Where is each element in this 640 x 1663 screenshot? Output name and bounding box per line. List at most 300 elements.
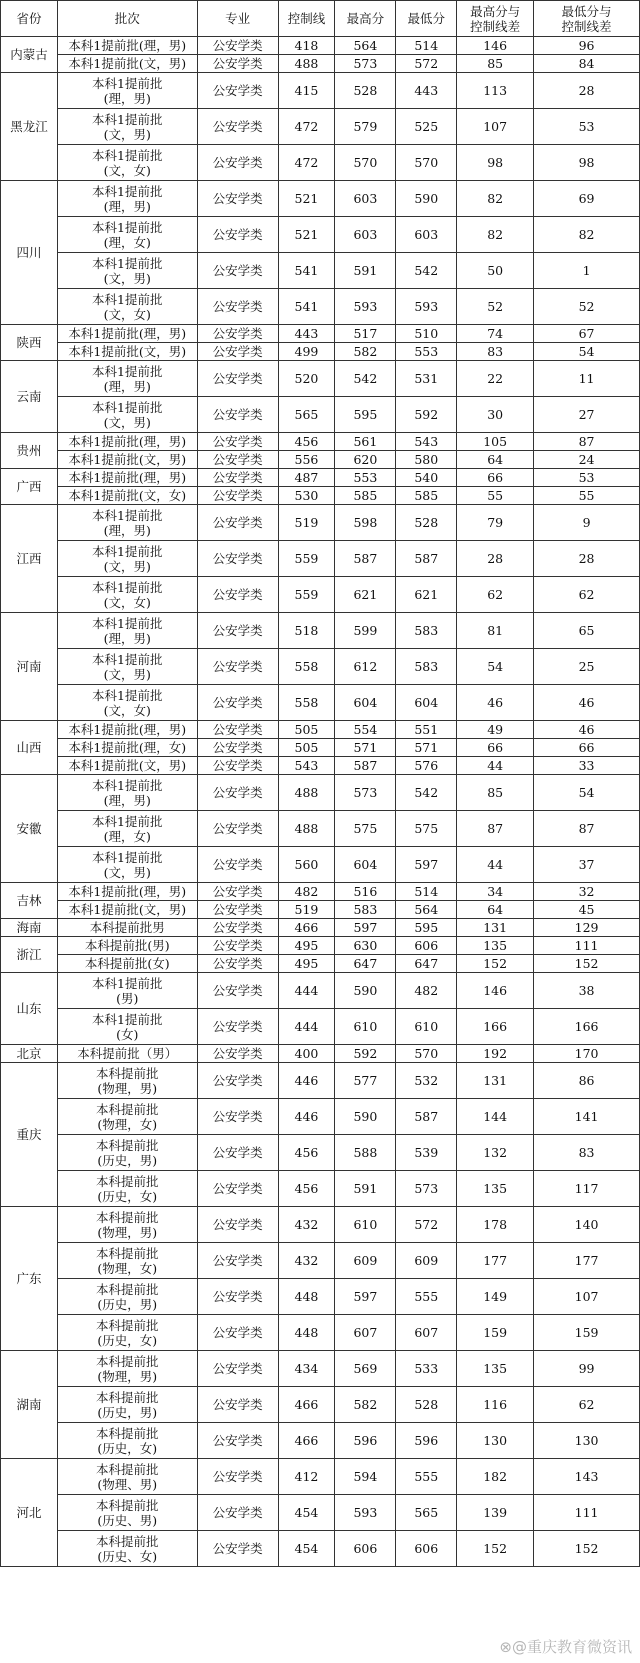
max-score-cell: 620 (335, 451, 396, 469)
control-line-cell: 456 (278, 1171, 335, 1207)
table-row (1, 1207, 640, 1243)
major-cell: 公安学类 (197, 1099, 278, 1135)
table-row (1, 937, 640, 955)
batch-cell: 本科提前批 (历史，男) (57, 1135, 197, 1171)
max-score-cell: 553 (335, 469, 396, 487)
max-diff-cell: 152 (457, 1531, 534, 1567)
min-score-cell: 593 (396, 289, 457, 325)
major-cell: 公安学类 (197, 505, 278, 541)
max-score-cell: 554 (335, 721, 396, 739)
table-row (1, 1423, 640, 1459)
table-row (1, 1459, 640, 1495)
max-score-cell: 587 (335, 541, 396, 577)
table-row (1, 217, 640, 253)
min-score-cell: 542 (396, 253, 457, 289)
batch-cell: 本科1提前批 (文，男) (57, 541, 197, 577)
min-diff-cell: 52 (534, 289, 640, 325)
batch-cell: 本科1提前批 (文，男) (57, 253, 197, 289)
max-score-cell: 594 (335, 1459, 396, 1495)
batch-cell: 本科1提前批 (文，女) (57, 145, 197, 181)
major-cell: 公安学类 (197, 487, 278, 505)
major-cell: 公安学类 (197, 1171, 278, 1207)
batch-cell: 本科1提前批 (文，男) (57, 109, 197, 145)
major-cell: 公安学类 (197, 181, 278, 217)
batch-cell: 本科提前批 (物理，女) (57, 1099, 197, 1135)
min-score-cell: 482 (396, 973, 457, 1009)
major-cell: 公安学类 (197, 973, 278, 1009)
max-diff-cell: 82 (457, 181, 534, 217)
table-row (1, 649, 640, 685)
max-diff-cell: 87 (457, 811, 534, 847)
max-diff-cell: 81 (457, 613, 534, 649)
table-row (1, 1315, 640, 1351)
min-score-cell: 564 (396, 901, 457, 919)
major-cell: 公安学类 (197, 955, 278, 973)
major-cell: 公安学类 (197, 1423, 278, 1459)
max-diff-cell: 44 (457, 757, 534, 775)
control-line-cell: 488 (278, 775, 335, 811)
min-score-cell: 592 (396, 397, 457, 433)
batch-cell: 本科1提前批(文，男) (57, 343, 197, 361)
major-cell: 公安学类 (197, 739, 278, 757)
min-diff-cell: 53 (534, 109, 640, 145)
control-line-cell: 466 (278, 919, 335, 937)
min-score-cell: 603 (396, 217, 457, 253)
table-row (1, 1063, 640, 1099)
batch-cell: 本科提前批 (物理、男) (57, 1459, 197, 1495)
table-row (1, 577, 640, 613)
major-cell: 公安学类 (197, 73, 278, 109)
min-diff-cell: 46 (534, 685, 640, 721)
batch-cell: 本科1提前批(理，女) (57, 739, 197, 757)
control-line-cell: 434 (278, 1351, 335, 1387)
max-diff-cell: 135 (457, 937, 534, 955)
max-score-cell: 577 (335, 1063, 396, 1099)
max-diff-cell: 131 (457, 1063, 534, 1099)
min-score-cell: 514 (396, 883, 457, 901)
control-line-cell: 454 (278, 1495, 335, 1531)
min-score-cell: 572 (396, 1207, 457, 1243)
major-cell: 公安学类 (197, 1495, 278, 1531)
min-score-cell: 609 (396, 1243, 457, 1279)
control-line-cell: 487 (278, 469, 335, 487)
control-line-cell: 556 (278, 451, 335, 469)
major-cell: 公安学类 (197, 1009, 278, 1045)
max-score-cell: 591 (335, 253, 396, 289)
control-line-cell: 565 (278, 397, 335, 433)
max-diff-cell: 85 (457, 775, 534, 811)
major-cell: 公安学类 (197, 469, 278, 487)
province-cell: 吉林 (1, 883, 58, 919)
province-cell: 内蒙古 (1, 37, 58, 73)
header-major: 专业 (197, 1, 278, 37)
max-diff-cell: 130 (457, 1423, 534, 1459)
min-score-cell: 510 (396, 325, 457, 343)
province-cell: 江西 (1, 505, 58, 613)
min-diff-cell: 25 (534, 649, 640, 685)
header-max-diff: 最高分与 控制线差 (457, 1, 534, 37)
min-score-cell: 514 (396, 37, 457, 55)
major-cell: 公安学类 (197, 109, 278, 145)
min-diff-cell: 87 (534, 433, 640, 451)
min-score-cell: 580 (396, 451, 457, 469)
min-diff-cell: 55 (534, 487, 640, 505)
max-diff-cell: 139 (457, 1495, 534, 1531)
max-diff-cell: 64 (457, 901, 534, 919)
max-diff-cell: 49 (457, 721, 534, 739)
max-score-cell: 517 (335, 325, 396, 343)
min-diff-cell: 53 (534, 469, 640, 487)
batch-cell: 本科1提前批 (文，女) (57, 289, 197, 325)
min-diff-cell: 45 (534, 901, 640, 919)
table-row (1, 397, 640, 433)
max-diff-cell: 82 (457, 217, 534, 253)
major-cell: 公安学类 (197, 289, 278, 325)
major-cell: 公安学类 (197, 1045, 278, 1063)
control-line-cell: 558 (278, 649, 335, 685)
min-score-cell: 590 (396, 181, 457, 217)
control-line-cell: 412 (278, 1459, 335, 1495)
batch-cell: 本科提前批 (物理，男) (57, 1207, 197, 1243)
table-row (1, 55, 640, 73)
control-line-cell: 521 (278, 181, 335, 217)
min-diff-cell: 96 (534, 37, 640, 55)
max-diff-cell: 107 (457, 109, 534, 145)
batch-cell: 本科1提前批 (女) (57, 1009, 197, 1045)
max-diff-cell: 178 (457, 1207, 534, 1243)
batch-cell: 本科提前批 (历史，女) (57, 1315, 197, 1351)
major-cell: 公安学类 (197, 1279, 278, 1315)
max-score-cell: 570 (335, 145, 396, 181)
min-diff-cell: 28 (534, 541, 640, 577)
table-row (1, 343, 640, 361)
max-score-cell: 598 (335, 505, 396, 541)
header-batch: 批次 (57, 1, 197, 37)
batch-cell: 本科1提前批 (文，男) (57, 649, 197, 685)
max-diff-cell: 131 (457, 919, 534, 937)
major-cell: 公安学类 (197, 37, 278, 55)
major-cell: 公安学类 (197, 1207, 278, 1243)
max-diff-cell: 55 (457, 487, 534, 505)
min-diff-cell: 67 (534, 325, 640, 343)
max-score-cell: 591 (335, 1171, 396, 1207)
control-line-cell: 520 (278, 361, 335, 397)
min-score-cell: 607 (396, 1315, 457, 1351)
min-score-cell: 543 (396, 433, 457, 451)
min-score-cell: 587 (396, 1099, 457, 1135)
max-diff-cell: 83 (457, 343, 534, 361)
table-row (1, 541, 640, 577)
table-row (1, 469, 640, 487)
min-score-cell: 583 (396, 649, 457, 685)
max-diff-cell: 64 (457, 451, 534, 469)
max-diff-cell: 85 (457, 55, 534, 73)
min-score-cell: 610 (396, 1009, 457, 1045)
max-diff-cell: 105 (457, 433, 534, 451)
major-cell: 公安学类 (197, 361, 278, 397)
max-diff-cell: 132 (457, 1135, 534, 1171)
max-score-cell: 582 (335, 343, 396, 361)
batch-cell: 本科提前批 (物理，女) (57, 1243, 197, 1279)
control-line-cell: 543 (278, 757, 335, 775)
min-diff-cell: 140 (534, 1207, 640, 1243)
max-score-cell: 593 (335, 1495, 396, 1531)
control-line-cell: 448 (278, 1315, 335, 1351)
min-score-cell: 575 (396, 811, 457, 847)
table-row (1, 775, 640, 811)
major-cell: 公安学类 (197, 253, 278, 289)
table-row (1, 37, 640, 55)
max-diff-cell: 44 (457, 847, 534, 883)
control-line-cell: 444 (278, 973, 335, 1009)
min-diff-cell: 130 (534, 1423, 640, 1459)
control-line-cell: 521 (278, 217, 335, 253)
major-cell: 公安学类 (197, 397, 278, 433)
control-line-cell: 444 (278, 1009, 335, 1045)
min-diff-cell: 129 (534, 919, 640, 937)
min-diff-cell: 38 (534, 973, 640, 1009)
major-cell: 公安学类 (197, 811, 278, 847)
min-diff-cell: 177 (534, 1243, 640, 1279)
batch-cell: 本科提前批 (历史，女) (57, 1171, 197, 1207)
major-cell: 公安学类 (197, 613, 278, 649)
max-score-cell: 569 (335, 1351, 396, 1387)
table-row (1, 109, 640, 145)
min-diff-cell: 86 (534, 1063, 640, 1099)
batch-cell: 本科1提前批 (理，男) (57, 775, 197, 811)
control-line-cell: 518 (278, 613, 335, 649)
min-diff-cell: 46 (534, 721, 640, 739)
major-cell: 公安学类 (197, 1063, 278, 1099)
min-score-cell: 576 (396, 757, 457, 775)
province-cell: 河南 (1, 613, 58, 721)
max-score-cell: 647 (335, 955, 396, 973)
control-line-cell: 488 (278, 811, 335, 847)
batch-cell: 本科1提前批(理，男) (57, 883, 197, 901)
min-score-cell: 570 (396, 1045, 457, 1063)
max-score-cell: 579 (335, 109, 396, 145)
max-score-cell: 583 (335, 901, 396, 919)
table-row (1, 361, 640, 397)
batch-cell: 本科1提前批 (理，女) (57, 217, 197, 253)
min-diff-cell: 69 (534, 181, 640, 217)
watermark: ⊗@重庆教育微资讯 (499, 1638, 632, 1656)
major-cell: 公安学类 (197, 343, 278, 361)
max-score-cell: 621 (335, 577, 396, 613)
min-diff-cell: 83 (534, 1135, 640, 1171)
min-diff-cell: 32 (534, 883, 640, 901)
table-row (1, 487, 640, 505)
max-diff-cell: 135 (457, 1171, 534, 1207)
province-cell: 湖南 (1, 1351, 58, 1459)
max-diff-cell: 54 (457, 649, 534, 685)
header-max-score: 最高分 (335, 1, 396, 37)
major-cell: 公安学类 (197, 1387, 278, 1423)
table-row (1, 181, 640, 217)
control-line-cell: 443 (278, 325, 335, 343)
min-score-cell: 572 (396, 55, 457, 73)
batch-cell: 本科提前批 (历史、男) (57, 1495, 197, 1531)
batch-cell: 本科1提前批(理，男) (57, 469, 197, 487)
province-cell: 黑龙江 (1, 73, 58, 181)
min-score-cell: 533 (396, 1351, 457, 1387)
min-diff-cell: 54 (534, 775, 640, 811)
max-score-cell: 597 (335, 919, 396, 937)
min-score-cell: 596 (396, 1423, 457, 1459)
table-row (1, 1009, 640, 1045)
control-line-cell: 400 (278, 1045, 335, 1063)
major-cell: 公安学类 (197, 1315, 278, 1351)
max-score-cell: 564 (335, 37, 396, 55)
max-diff-cell: 34 (457, 883, 534, 901)
min-score-cell: 551 (396, 721, 457, 739)
min-diff-cell: 66 (534, 739, 640, 757)
max-score-cell: 590 (335, 973, 396, 1009)
control-line-cell: 505 (278, 721, 335, 739)
batch-cell: 本科1提前批 (文，女) (57, 577, 197, 613)
max-score-cell: 599 (335, 613, 396, 649)
min-diff-cell: 37 (534, 847, 640, 883)
min-diff-cell: 54 (534, 343, 640, 361)
max-score-cell: 606 (335, 1531, 396, 1567)
table-row (1, 325, 640, 343)
control-line-cell: 456 (278, 433, 335, 451)
min-diff-cell: 166 (534, 1009, 640, 1045)
max-diff-cell: 62 (457, 577, 534, 613)
control-line-cell: 466 (278, 1423, 335, 1459)
min-score-cell: 583 (396, 613, 457, 649)
batch-cell: 本科1提前批 (理，女) (57, 811, 197, 847)
batch-cell: 本科提前批 (历史，女) (57, 1423, 197, 1459)
min-diff-cell: 107 (534, 1279, 640, 1315)
min-diff-cell: 159 (534, 1315, 640, 1351)
min-diff-cell: 62 (534, 1387, 640, 1423)
max-score-cell: 573 (335, 55, 396, 73)
table-row (1, 145, 640, 181)
min-diff-cell: 99 (534, 1351, 640, 1387)
max-diff-cell: 79 (457, 505, 534, 541)
max-diff-cell: 22 (457, 361, 534, 397)
province-cell: 安徽 (1, 775, 58, 883)
max-score-cell: 609 (335, 1243, 396, 1279)
control-line-cell: 432 (278, 1207, 335, 1243)
min-score-cell: 585 (396, 487, 457, 505)
major-cell: 公安学类 (197, 775, 278, 811)
max-score-cell: 612 (335, 649, 396, 685)
major-cell: 公安学类 (197, 325, 278, 343)
batch-cell: 本科1提前批(理，男) (57, 721, 197, 739)
max-diff-cell: 98 (457, 145, 534, 181)
min-score-cell: 542 (396, 775, 457, 811)
table-row (1, 685, 640, 721)
major-cell: 公安学类 (197, 577, 278, 613)
batch-cell: 本科1提前批(理，男) (57, 433, 197, 451)
table-row (1, 433, 640, 451)
batch-cell: 本科1提前批 (理，男) (57, 505, 197, 541)
max-diff-cell: 146 (457, 973, 534, 1009)
min-score-cell: 540 (396, 469, 457, 487)
major-cell: 公安学类 (197, 433, 278, 451)
major-cell: 公安学类 (197, 847, 278, 883)
min-diff-cell: 98 (534, 145, 640, 181)
max-score-cell: 596 (335, 1423, 396, 1459)
max-score-cell: 610 (335, 1009, 396, 1045)
control-line-cell: 472 (278, 109, 335, 145)
max-diff-cell: 52 (457, 289, 534, 325)
major-cell: 公安学类 (197, 217, 278, 253)
province-cell: 浙江 (1, 937, 58, 973)
max-score-cell: 582 (335, 1387, 396, 1423)
control-line-cell: 432 (278, 1243, 335, 1279)
control-line-cell: 499 (278, 343, 335, 361)
table-row (1, 505, 640, 541)
table-row (1, 919, 640, 937)
table-row (1, 1279, 640, 1315)
batch-cell: 本科1提前批(文，男) (57, 55, 197, 73)
table-row (1, 1045, 640, 1063)
major-cell: 公安学类 (197, 55, 278, 73)
table-row (1, 847, 640, 883)
min-diff-cell: 9 (534, 505, 640, 541)
major-cell: 公安学类 (197, 721, 278, 739)
max-score-cell: 593 (335, 289, 396, 325)
control-line-cell: 448 (278, 1279, 335, 1315)
table-row (1, 901, 640, 919)
control-line-cell: 530 (278, 487, 335, 505)
table-row (1, 73, 640, 109)
min-diff-cell: 33 (534, 757, 640, 775)
min-diff-cell: 143 (534, 1459, 640, 1495)
min-score-cell: 621 (396, 577, 457, 613)
batch-cell: 本科1提前批 (理，男) (57, 73, 197, 109)
max-diff-cell: 46 (457, 685, 534, 721)
max-diff-cell: 66 (457, 469, 534, 487)
max-diff-cell: 159 (457, 1315, 534, 1351)
min-diff-cell: 82 (534, 217, 640, 253)
control-line-cell: 519 (278, 901, 335, 919)
max-diff-cell: 152 (457, 955, 534, 973)
major-cell: 公安学类 (197, 451, 278, 469)
batch-cell: 本科1提前批 (文，男) (57, 397, 197, 433)
min-score-cell: 555 (396, 1459, 457, 1495)
province-cell: 北京 (1, 1045, 58, 1063)
control-line-cell: 456 (278, 1135, 335, 1171)
max-diff-cell: 149 (457, 1279, 534, 1315)
min-score-cell: 595 (396, 919, 457, 937)
min-score-cell: 539 (396, 1135, 457, 1171)
header-min-score: 最低分 (396, 1, 457, 37)
major-cell: 公安学类 (197, 883, 278, 901)
batch-cell: 本科1提前批 (文，男) (57, 847, 197, 883)
table-row (1, 973, 640, 1009)
min-diff-cell: 111 (534, 1495, 640, 1531)
max-score-cell: 595 (335, 397, 396, 433)
control-line-cell: 505 (278, 739, 335, 757)
batch-cell: 本科1提前批(理，男) (57, 37, 197, 55)
batch-cell: 本科提前批 (历史，男) (57, 1279, 197, 1315)
table-row (1, 1099, 640, 1135)
major-cell: 公安学类 (197, 757, 278, 775)
max-diff-cell: 116 (457, 1387, 534, 1423)
max-diff-cell: 166 (457, 1009, 534, 1045)
table-row (1, 1351, 640, 1387)
min-diff-cell: 141 (534, 1099, 640, 1135)
control-line-cell: 466 (278, 1387, 335, 1423)
min-score-cell: 565 (396, 1495, 457, 1531)
batch-cell: 本科1提前批(理，男) (57, 325, 197, 343)
min-score-cell: 606 (396, 1531, 457, 1567)
max-score-cell: 571 (335, 739, 396, 757)
